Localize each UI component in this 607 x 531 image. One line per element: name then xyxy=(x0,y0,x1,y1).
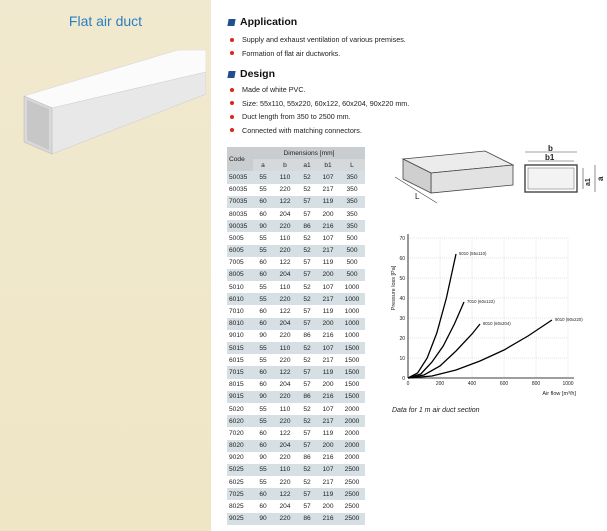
code-cell: 60035 xyxy=(227,184,253,196)
dimension-cell: 60 xyxy=(253,440,273,452)
column-header-a: a xyxy=(253,159,273,171)
a-label: a xyxy=(596,176,605,181)
dimension-cell: 2000 xyxy=(339,427,365,439)
dimension-cell: 60 xyxy=(253,269,273,281)
code-cell: 9020 xyxy=(227,452,253,464)
table-body xyxy=(227,171,365,524)
dimension-cell: 57 xyxy=(297,208,317,220)
code-cell: 7025 xyxy=(227,488,253,500)
dimension-cell: 52 xyxy=(297,415,317,427)
dimension-cell: 2500 xyxy=(339,500,365,512)
table-row xyxy=(227,305,365,317)
code-cell: 80035 xyxy=(227,208,253,220)
dimension-cell: 52 xyxy=(297,342,317,354)
table-row xyxy=(227,208,365,220)
dimension-cell: 57 xyxy=(297,305,317,317)
dimension-cell: 1500 xyxy=(339,391,365,403)
table-row xyxy=(227,452,365,464)
dimension-cell: 55 xyxy=(253,184,273,196)
dimension-cell: 60 xyxy=(253,366,273,378)
heading-square-icon xyxy=(227,19,235,26)
table-row xyxy=(227,281,365,293)
heading-square-icon xyxy=(227,71,235,78)
code-cell: 50035 xyxy=(227,171,253,183)
dimension-cell: 220 xyxy=(273,220,297,232)
duct-dimension-drawing xyxy=(385,145,607,225)
dimension-cell: 90 xyxy=(253,330,273,342)
dimension-cell: 60 xyxy=(253,257,273,269)
code-cell: 5005 xyxy=(227,232,253,244)
dimensions-header: Dimensions [mm] xyxy=(253,147,365,159)
dimension-cell: 52 xyxy=(297,464,317,476)
dimension-cell: 86 xyxy=(297,513,317,525)
b-label: b xyxy=(548,145,553,153)
series-label: 5010 (55x110) xyxy=(459,251,487,256)
dimension-cell: 60 xyxy=(253,379,273,391)
dimension-cell: 55 xyxy=(253,293,273,305)
dimension-cell: 220 xyxy=(273,184,297,196)
dimension-cell: 86 xyxy=(297,452,317,464)
dimension-cell: 1000 xyxy=(339,318,365,330)
code-cell: 9015 xyxy=(227,391,253,403)
code-cell: 7020 xyxy=(227,427,253,439)
code-cell: 5020 xyxy=(227,403,253,415)
dimension-cell: 216 xyxy=(317,452,339,464)
dimension-cell: 90 xyxy=(253,220,273,232)
dimension-cell: 55 xyxy=(253,342,273,354)
dimension-cell: 2500 xyxy=(339,476,365,488)
dimension-cell: 60 xyxy=(253,488,273,500)
dimension-cell: 1000 xyxy=(339,281,365,293)
chart-note: Data for 1 m air duct section xyxy=(392,407,480,414)
column-header-b: b xyxy=(273,159,297,171)
dimension-cell: 110 xyxy=(273,171,297,183)
code-cell: 70035 xyxy=(227,196,253,208)
dimension-cell: 107 xyxy=(317,281,339,293)
dimension-cell: 220 xyxy=(273,452,297,464)
table-row xyxy=(227,171,365,183)
code-cell: 7005 xyxy=(227,257,253,269)
length-label: L xyxy=(415,192,420,201)
y-tick-label: 70 xyxy=(399,236,405,242)
dimension-cell: 55 xyxy=(253,232,273,244)
table-row xyxy=(227,403,365,415)
dimension-cell: 52 xyxy=(297,171,317,183)
dimension-cell: 60 xyxy=(253,196,273,208)
code-cell: 6010 xyxy=(227,293,253,305)
dimension-cell: 204 xyxy=(273,500,297,512)
table-row xyxy=(227,245,365,257)
dimension-cell: 55 xyxy=(253,403,273,415)
dimension-cell: 119 xyxy=(317,366,339,378)
code-cell: 6005 xyxy=(227,245,253,257)
dimension-cell: 1500 xyxy=(339,354,365,366)
dimension-cell: 220 xyxy=(273,330,297,342)
dimension-cell: 57 xyxy=(297,366,317,378)
dimension-cell: 220 xyxy=(273,391,297,403)
dimension-cell: 90 xyxy=(253,391,273,403)
dimension-cell: 107 xyxy=(317,232,339,244)
dimension-cell: 122 xyxy=(273,305,297,317)
dimension-cell: 60 xyxy=(253,500,273,512)
x-tick-label: 800 xyxy=(531,381,541,387)
dimension-cell: 119 xyxy=(317,257,339,269)
y-tick-label: 20 xyxy=(399,336,405,342)
dimension-cell: 119 xyxy=(317,196,339,208)
y-tick-label: 60 xyxy=(399,256,405,262)
dimension-cell: 52 xyxy=(297,281,317,293)
dimension-cell: 107 xyxy=(317,171,339,183)
table-row xyxy=(227,476,365,488)
dimension-cell: 122 xyxy=(273,366,297,378)
dimension-cell: 217 xyxy=(317,293,339,305)
y-tick-label: 40 xyxy=(399,296,405,302)
dimension-cell: 500 xyxy=(339,257,365,269)
dimension-cell: 2500 xyxy=(339,464,365,476)
dimension-cell: 204 xyxy=(273,208,297,220)
dimension-cell: 110 xyxy=(273,403,297,415)
x-tick-label: 600 xyxy=(499,381,509,387)
x-tick-label: 200 xyxy=(435,381,445,387)
dimension-cell: 200 xyxy=(317,208,339,220)
dimension-cell: 90 xyxy=(253,513,273,525)
table-row xyxy=(227,488,365,500)
pressure-loss-chart xyxy=(388,228,602,406)
table-row xyxy=(227,330,365,342)
code-cell: 8005 xyxy=(227,269,253,281)
code-cell: 9025 xyxy=(227,513,253,525)
dimension-cell: 86 xyxy=(297,391,317,403)
dimension-cell: 200 xyxy=(317,379,339,391)
dimension-cell: 52 xyxy=(297,403,317,415)
dimension-cell: 52 xyxy=(297,245,317,257)
table-row xyxy=(227,232,365,244)
bullet-icon xyxy=(230,51,234,55)
dimension-cell: 57 xyxy=(297,269,317,281)
dimension-cell: 500 xyxy=(339,245,365,257)
dimension-cell: 1000 xyxy=(339,305,365,317)
dimension-cell: 220 xyxy=(273,415,297,427)
dimension-cell: 52 xyxy=(297,476,317,488)
dimension-cell: 52 xyxy=(297,232,317,244)
code-cell: 8025 xyxy=(227,500,253,512)
table-row xyxy=(227,464,365,476)
table-row xyxy=(227,196,365,208)
dimension-cell: 2000 xyxy=(339,403,365,415)
dimension-cell: 500 xyxy=(339,232,365,244)
dimension-cell: 122 xyxy=(273,196,297,208)
y-tick-label: 0 xyxy=(402,376,405,382)
application-list xyxy=(230,33,406,60)
bullet-icon xyxy=(230,128,234,132)
dimension-cell: 350 xyxy=(339,220,365,232)
dimension-cell: 216 xyxy=(317,220,339,232)
dimension-cell: 217 xyxy=(317,184,339,196)
dimension-cell: 1000 xyxy=(339,293,365,305)
dimension-cell: 220 xyxy=(273,354,297,366)
table-row xyxy=(227,379,365,391)
dimension-cell: 57 xyxy=(297,500,317,512)
bullet-icon xyxy=(230,115,234,119)
dimension-cell: 1500 xyxy=(339,379,365,391)
dimension-cell: 200 xyxy=(317,440,339,452)
table-row xyxy=(227,440,365,452)
code-cell: 90035 xyxy=(227,220,253,232)
dimension-cell: 216 xyxy=(317,391,339,403)
bullet-icon xyxy=(230,101,234,105)
dimension-cell: 200 xyxy=(317,500,339,512)
dimension-cell: 52 xyxy=(297,184,317,196)
y-axis-label: Pressure loss [Pa] xyxy=(391,265,397,311)
x-tick-label: 0 xyxy=(406,381,410,387)
series-label: 8010 (60x204) xyxy=(483,321,511,326)
dimension-cell: 57 xyxy=(297,318,317,330)
section-inner-rect xyxy=(528,168,574,189)
series-label: 7010 (60x122) xyxy=(467,299,495,304)
dimension-cell: 110 xyxy=(273,232,297,244)
dimension-cell: 52 xyxy=(297,354,317,366)
dimension-cell: 90 xyxy=(253,452,273,464)
table-row xyxy=(227,391,365,403)
code-cell: 8020 xyxy=(227,440,253,452)
dimension-cell: 204 xyxy=(273,269,297,281)
series-line xyxy=(408,320,552,378)
dimension-cell: 2000 xyxy=(339,415,365,427)
code-cell: 6025 xyxy=(227,476,253,488)
dimension-cell: 216 xyxy=(317,330,339,342)
dimension-cell: 204 xyxy=(273,379,297,391)
dimension-cell: 220 xyxy=(273,293,297,305)
dimension-cell: 2000 xyxy=(339,440,365,452)
a1-label: a1 xyxy=(585,178,592,186)
dimension-cell: 350 xyxy=(339,171,365,183)
table-row xyxy=(227,257,365,269)
y-tick-label: 30 xyxy=(399,316,405,322)
dimension-cell: 55 xyxy=(253,354,273,366)
dimension-cell: 122 xyxy=(273,488,297,500)
dimension-cell: 60 xyxy=(253,318,273,330)
application-heading: Application xyxy=(228,16,297,28)
dimension-cell: 220 xyxy=(273,245,297,257)
dimension-cell: 216 xyxy=(317,513,339,525)
dimension-cell: 2500 xyxy=(339,513,365,525)
table-row xyxy=(227,342,365,354)
dimension-cell: 122 xyxy=(273,427,297,439)
table-row xyxy=(227,500,365,512)
dimension-cell: 204 xyxy=(273,440,297,452)
dimension-cell: 86 xyxy=(297,220,317,232)
x-tick-label: 400 xyxy=(467,381,477,387)
dimension-cell: 55 xyxy=(253,171,273,183)
table-row xyxy=(227,318,365,330)
table-row xyxy=(227,184,365,196)
series-line xyxy=(408,302,464,378)
left-panel xyxy=(0,0,211,531)
dimension-cell: 57 xyxy=(297,440,317,452)
table-row xyxy=(227,513,365,525)
table-row xyxy=(227,427,365,439)
dimension-cell: 55 xyxy=(253,476,273,488)
bullet-icon xyxy=(230,88,234,92)
dimension-cell: 200 xyxy=(317,318,339,330)
dimension-cell: 217 xyxy=(317,476,339,488)
design-heading: Design xyxy=(228,68,275,80)
dimension-cell: 107 xyxy=(317,403,339,415)
b1-label: b1 xyxy=(545,153,555,162)
column-header-a1: a1 xyxy=(297,159,317,171)
dimension-cell: 220 xyxy=(273,476,297,488)
dimension-cell: 122 xyxy=(273,257,297,269)
dimension-cell: 57 xyxy=(297,257,317,269)
dimension-cell: 217 xyxy=(317,245,339,257)
list-item: Size: 55x110, 55x220, 60x122, 60x204, 90x220 mm. xyxy=(230,97,409,111)
list-item: Supply and exhaust ventilation of various premises. xyxy=(230,33,406,47)
dimension-cell: 1000 xyxy=(339,330,365,342)
dimension-cell: 119 xyxy=(317,488,339,500)
dimension-cell: 57 xyxy=(297,488,317,500)
dimension-cell: 55 xyxy=(253,415,273,427)
dimension-cell: 2500 xyxy=(339,488,365,500)
dimension-cell: 57 xyxy=(297,379,317,391)
dimension-cell: 107 xyxy=(317,464,339,476)
dimension-cell: 220 xyxy=(273,513,297,525)
series-line xyxy=(408,324,480,378)
dimension-cell: 107 xyxy=(317,342,339,354)
dimension-cell: 55 xyxy=(253,281,273,293)
code-cell: 8015 xyxy=(227,379,253,391)
code-cell: 7015 xyxy=(227,366,253,378)
dimension-cell: 1500 xyxy=(339,342,365,354)
dimension-cell: 217 xyxy=(317,354,339,366)
y-tick-label: 50 xyxy=(399,276,405,282)
design-list xyxy=(230,83,409,137)
table-row xyxy=(227,220,365,232)
dimension-cell: 350 xyxy=(339,184,365,196)
dimension-cell: 2000 xyxy=(339,452,365,464)
y-tick-label: 10 xyxy=(399,356,405,362)
dimension-cell: 119 xyxy=(317,305,339,317)
dimension-cell: 60 xyxy=(253,208,273,220)
list-item: Connected with matching connectors. xyxy=(230,124,409,138)
code-cell: 5010 xyxy=(227,281,253,293)
dimension-cell: 350 xyxy=(339,196,365,208)
code-cell: 8010 xyxy=(227,318,253,330)
dimensions-table xyxy=(227,147,365,525)
dimension-cell: 60 xyxy=(253,427,273,439)
column-header-b1: b1 xyxy=(317,159,339,171)
product-title: Flat air duct xyxy=(68,13,143,29)
dimension-cell: 350 xyxy=(339,208,365,220)
code-cell: 6020 xyxy=(227,415,253,427)
dimension-cell: 55 xyxy=(253,245,273,257)
x-tick-label: 1000 xyxy=(562,381,574,387)
series-line xyxy=(408,254,456,378)
dimension-cell: 110 xyxy=(273,281,297,293)
dimension-cell: 200 xyxy=(317,269,339,281)
code-cell: 7010 xyxy=(227,305,253,317)
dimension-cell: 60 xyxy=(253,305,273,317)
table-row xyxy=(227,269,365,281)
code-cell: 9010 xyxy=(227,330,253,342)
x-axis-label: Air flow [m³/h] xyxy=(542,391,576,397)
list-item: Duct length from 350 to 2500 mm. xyxy=(230,110,409,124)
dimension-cell: 119 xyxy=(317,427,339,439)
dimension-cell: 204 xyxy=(273,318,297,330)
table-row xyxy=(227,415,365,427)
bullet-icon xyxy=(230,38,234,42)
code-cell: 5025 xyxy=(227,464,253,476)
dimension-cell: 57 xyxy=(297,196,317,208)
series-label: 9010 (90x220) xyxy=(555,317,583,322)
dimension-cell: 52 xyxy=(297,293,317,305)
column-header-L: L xyxy=(339,159,365,171)
dimension-cell: 217 xyxy=(317,415,339,427)
duct-illustration xyxy=(6,48,206,158)
dimension-cell: 1500 xyxy=(339,366,365,378)
dimension-cell: 500 xyxy=(339,269,365,281)
code-cell: 6015 xyxy=(227,354,253,366)
list-item: Made of white PVC. xyxy=(230,83,409,97)
dimension-cell: 110 xyxy=(273,464,297,476)
dimension-cell: 57 xyxy=(297,427,317,439)
code-header: Code xyxy=(227,147,253,171)
dimension-cell: 86 xyxy=(297,330,317,342)
table-row xyxy=(227,366,365,378)
table-row xyxy=(227,293,365,305)
table-row xyxy=(227,354,365,366)
code-cell: 5015 xyxy=(227,342,253,354)
dimension-cell: 55 xyxy=(253,464,273,476)
dimension-cell: 110 xyxy=(273,342,297,354)
list-item: Formation of flat air ductworks. xyxy=(230,47,406,61)
